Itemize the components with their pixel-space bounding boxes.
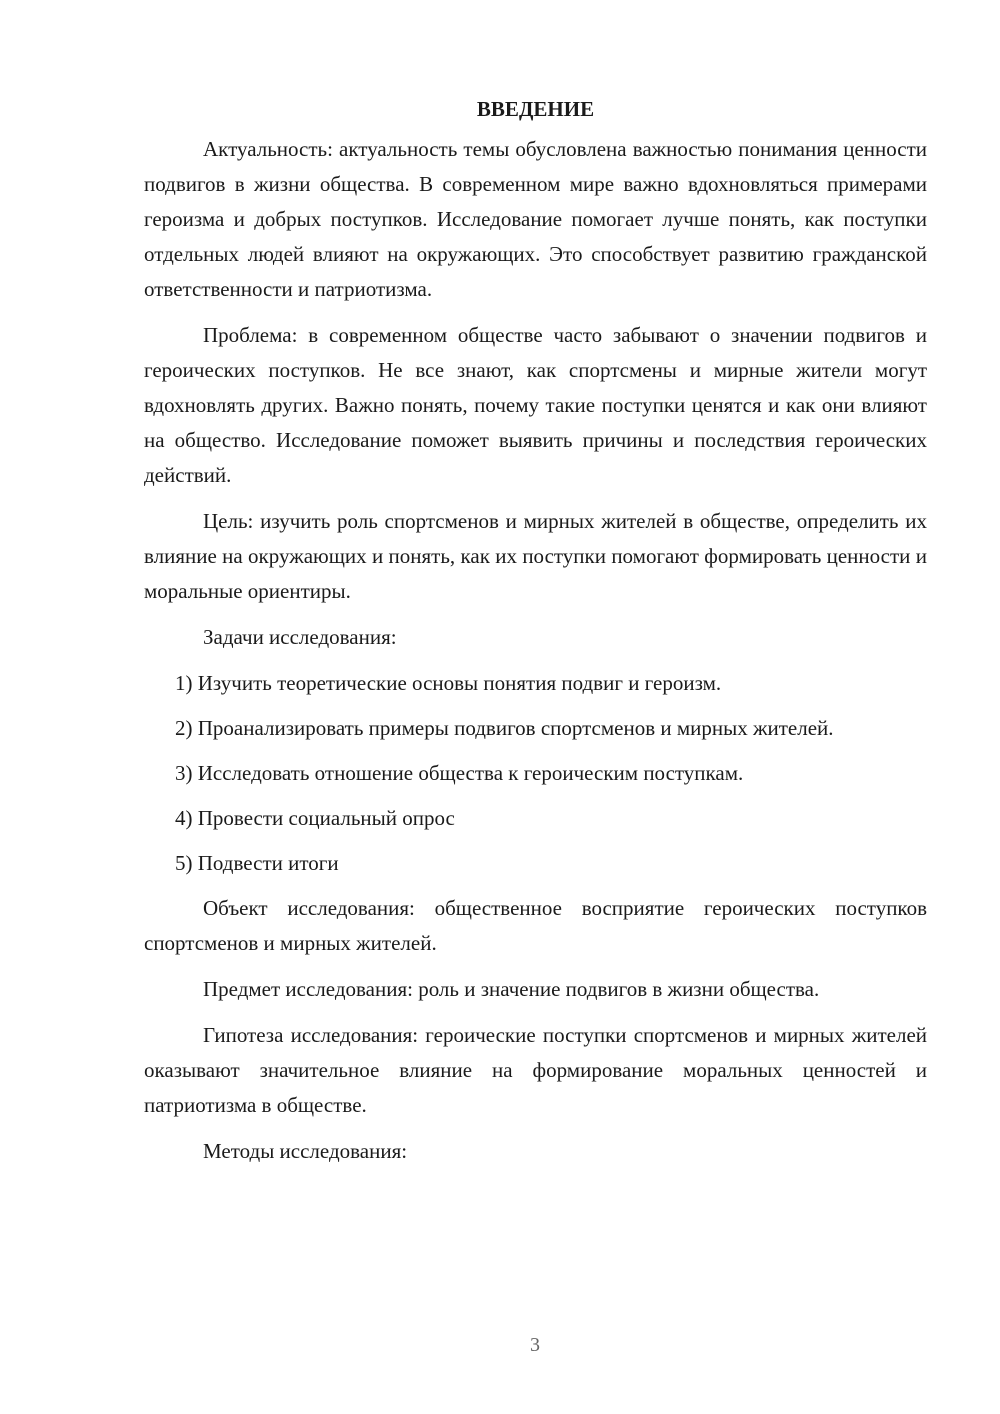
list-item: 4) Провести социальный опрос xyxy=(175,806,455,830)
paragraph-problem: Проблема: в современном обществе часто забывают о значении подвигов и героических поступков. Не все знают, как спортсмены и мирные жители могут вдохновлять других. Важно понять, почему такие поступки ценятся и как они влияют на общество. Исследование поможет выявить причины и последствия героических действий. xyxy=(144,323,927,487)
paragraph-object: Объект исследования: общественное восприятие героических поступков спортсменов и мирных жителей. xyxy=(144,896,927,955)
list-item: 2) Проанализировать примеры подвигов спортсменов и мирных жителей. xyxy=(175,716,834,740)
tasks-title: Задачи исследования: xyxy=(203,625,397,649)
page-number: 3 xyxy=(530,1334,540,1356)
list-item: 3) Исследовать отношение общества к героическим поступкам. xyxy=(175,761,744,785)
paragraph-relevance: Актуальность: актуальность темы обусловлена важностью понимания ценности подвигов в жизни общества. В современном мире важно вдохновляться примерами героизма и добрых поступков. Исследование помогает лучше понять, как поступки отдельных людей влияют на окружающих. Это способствует развитию гражданской ответственности и патриотизма. xyxy=(144,137,927,301)
document-page xyxy=(144,92,927,1180)
section-heading: ВВЕДЕНИЕ xyxy=(476,97,595,121)
paragraph-hypothesis: Гипотеза исследования: героические поступки спортсменов и мирных жителей оказывают значительное влияние на формирование моральных ценностей и патриотизма в обществе. xyxy=(144,1023,927,1117)
list-item: 1) Изучить теоретические основы понятия подвиг и героизм. xyxy=(175,671,722,695)
methods-title: Методы исследования: xyxy=(203,1139,408,1163)
paragraph-goal: Цель: изучить роль спортсменов и мирных жителей в обществе, определить их влияние на окружающих и понять, как их поступки помогают формировать ценности и моральные ориентиры. xyxy=(144,509,927,603)
list-item: 5) Подвести итоги xyxy=(175,851,339,875)
paragraph-subject: Предмет исследования: роль и значение подвигов в жизни общества. xyxy=(203,977,820,1001)
